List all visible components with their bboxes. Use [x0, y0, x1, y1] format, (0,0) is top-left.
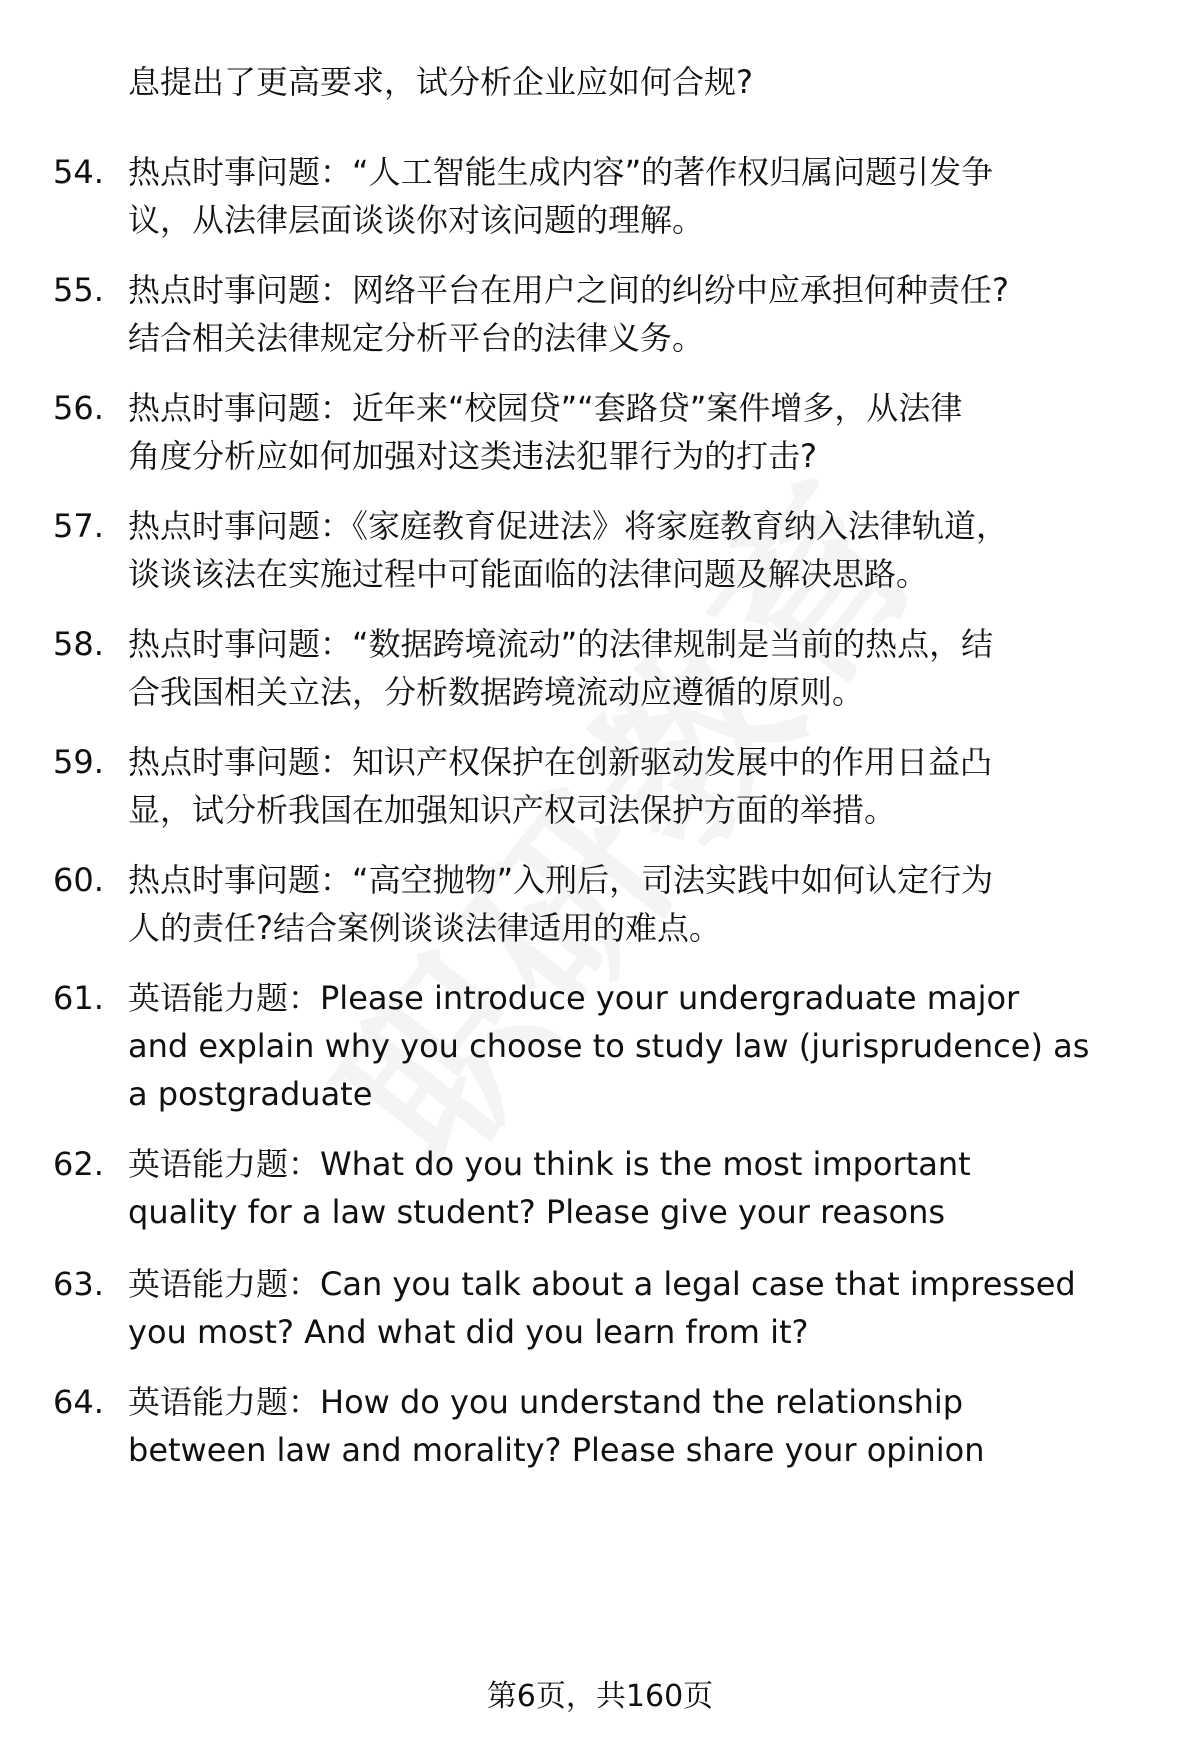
list-item: [0, 738, 1200, 829]
list-item: [0, 1260, 1200, 1351]
list-item: [0, 1378, 1200, 1469]
question-line: 角度分析应如何加强对这类违法犯罪行为的打击?: [128, 437, 817, 475]
question-line: between law and morality? Please share your opinion: [128, 1431, 985, 1469]
question-line: 热点时事问题：《家庭教育促进法》将家庭教育纳入法律轨道，: [128, 507, 1009, 545]
question-number: 56.: [53, 389, 104, 427]
question-text: [128, 620, 1160, 716]
question-text: [128, 1140, 1160, 1236]
question-text: [128, 1260, 1160, 1356]
question-line: 热点时事问题：“数据跨境流动”的法律规制是当前的热点，结: [128, 625, 994, 663]
question-text: [128, 974, 1160, 1118]
question-line: 议，从法律层面谈谈你对该问题的理解。: [128, 201, 705, 239]
question-line: 谈谈该法在实施过程中可能面临的法律问题及解决思路。: [128, 555, 929, 593]
list-item: [0, 1140, 1200, 1231]
question-number: 60.: [53, 861, 104, 899]
question-number: 63.: [53, 1265, 104, 1303]
question-line: quality for a law student? Please give your reasons: [128, 1193, 946, 1231]
question-number: 59.: [53, 743, 104, 781]
question-text: [128, 266, 1160, 362]
question-number: 57.: [53, 507, 104, 545]
question-text: [128, 856, 1160, 952]
question-text: [128, 148, 1160, 244]
question-number: 64.: [53, 1383, 104, 1421]
question-number: 54.: [53, 153, 104, 191]
question-line: 热点时事问题：知识产权保护在创新驱动发展中的作用日益凸: [128, 743, 993, 781]
question-line: 英语能力题：What do you think is the most important: [128, 1145, 971, 1183]
list-item: [0, 384, 1200, 475]
question-text: [128, 384, 1160, 480]
continuation-text: 息提出了更高要求，试分析企业应如何合规?: [128, 63, 753, 101]
question-line: 英语能力题：How do you understand the relationship: [128, 1383, 964, 1421]
question-line: 合我国相关立法，分析数据跨境流动应遵循的原则。: [128, 673, 865, 711]
question-line: a postgraduate: [128, 1075, 373, 1113]
list-item: [0, 856, 1200, 947]
question-line: 热点时事问题：“高空抛物”入刑后，司法实践中如何认定行为: [128, 861, 994, 899]
question-text: [128, 738, 1160, 834]
question-text: [128, 502, 1160, 598]
question-number: 58.: [53, 625, 104, 663]
question-number: 62.: [53, 1145, 104, 1183]
list-item: [0, 502, 1200, 593]
question-line: you most? And what did you learn from it?: [128, 1313, 809, 1351]
question-line: 人的责任?结合案例谈谈法律适用的难点。: [128, 909, 721, 947]
question-line: 热点时事问题：“人工智能生成内容”的著作权归属问题引发争: [128, 153, 994, 191]
question-line: 热点时事问题：网络平台在用户之间的纠纷中应承担何种责任?: [128, 271, 1009, 309]
question-number: 61.: [53, 979, 104, 1017]
page-footer: 第6页，共160页: [486, 1679, 714, 1714]
question-line: 显，试分析我国在加强知识产权司法保护方面的举措。: [128, 791, 897, 829]
question-line: 结合相关法律规定分析平台的法律义务。: [128, 319, 705, 357]
list-item: [0, 266, 1200, 357]
question-text: [128, 1378, 1160, 1474]
question-line: 英语能力题：Please introduce your undergraduate major: [128, 979, 1020, 1017]
question-number: 55.: [53, 271, 104, 309]
question-line: 热点时事问题：近年来“校园贷”“套路贷”案件增多，从法律: [128, 389, 963, 427]
list-item: [0, 620, 1200, 711]
question-line: and explain why you choose to study law (jurisprudence) as: [128, 1027, 1090, 1065]
question-line: 英语能力题：Can you talk about a legal case that impressed: [128, 1265, 1076, 1303]
list-item: [0, 148, 1200, 239]
list-item: [0, 974, 1200, 1113]
